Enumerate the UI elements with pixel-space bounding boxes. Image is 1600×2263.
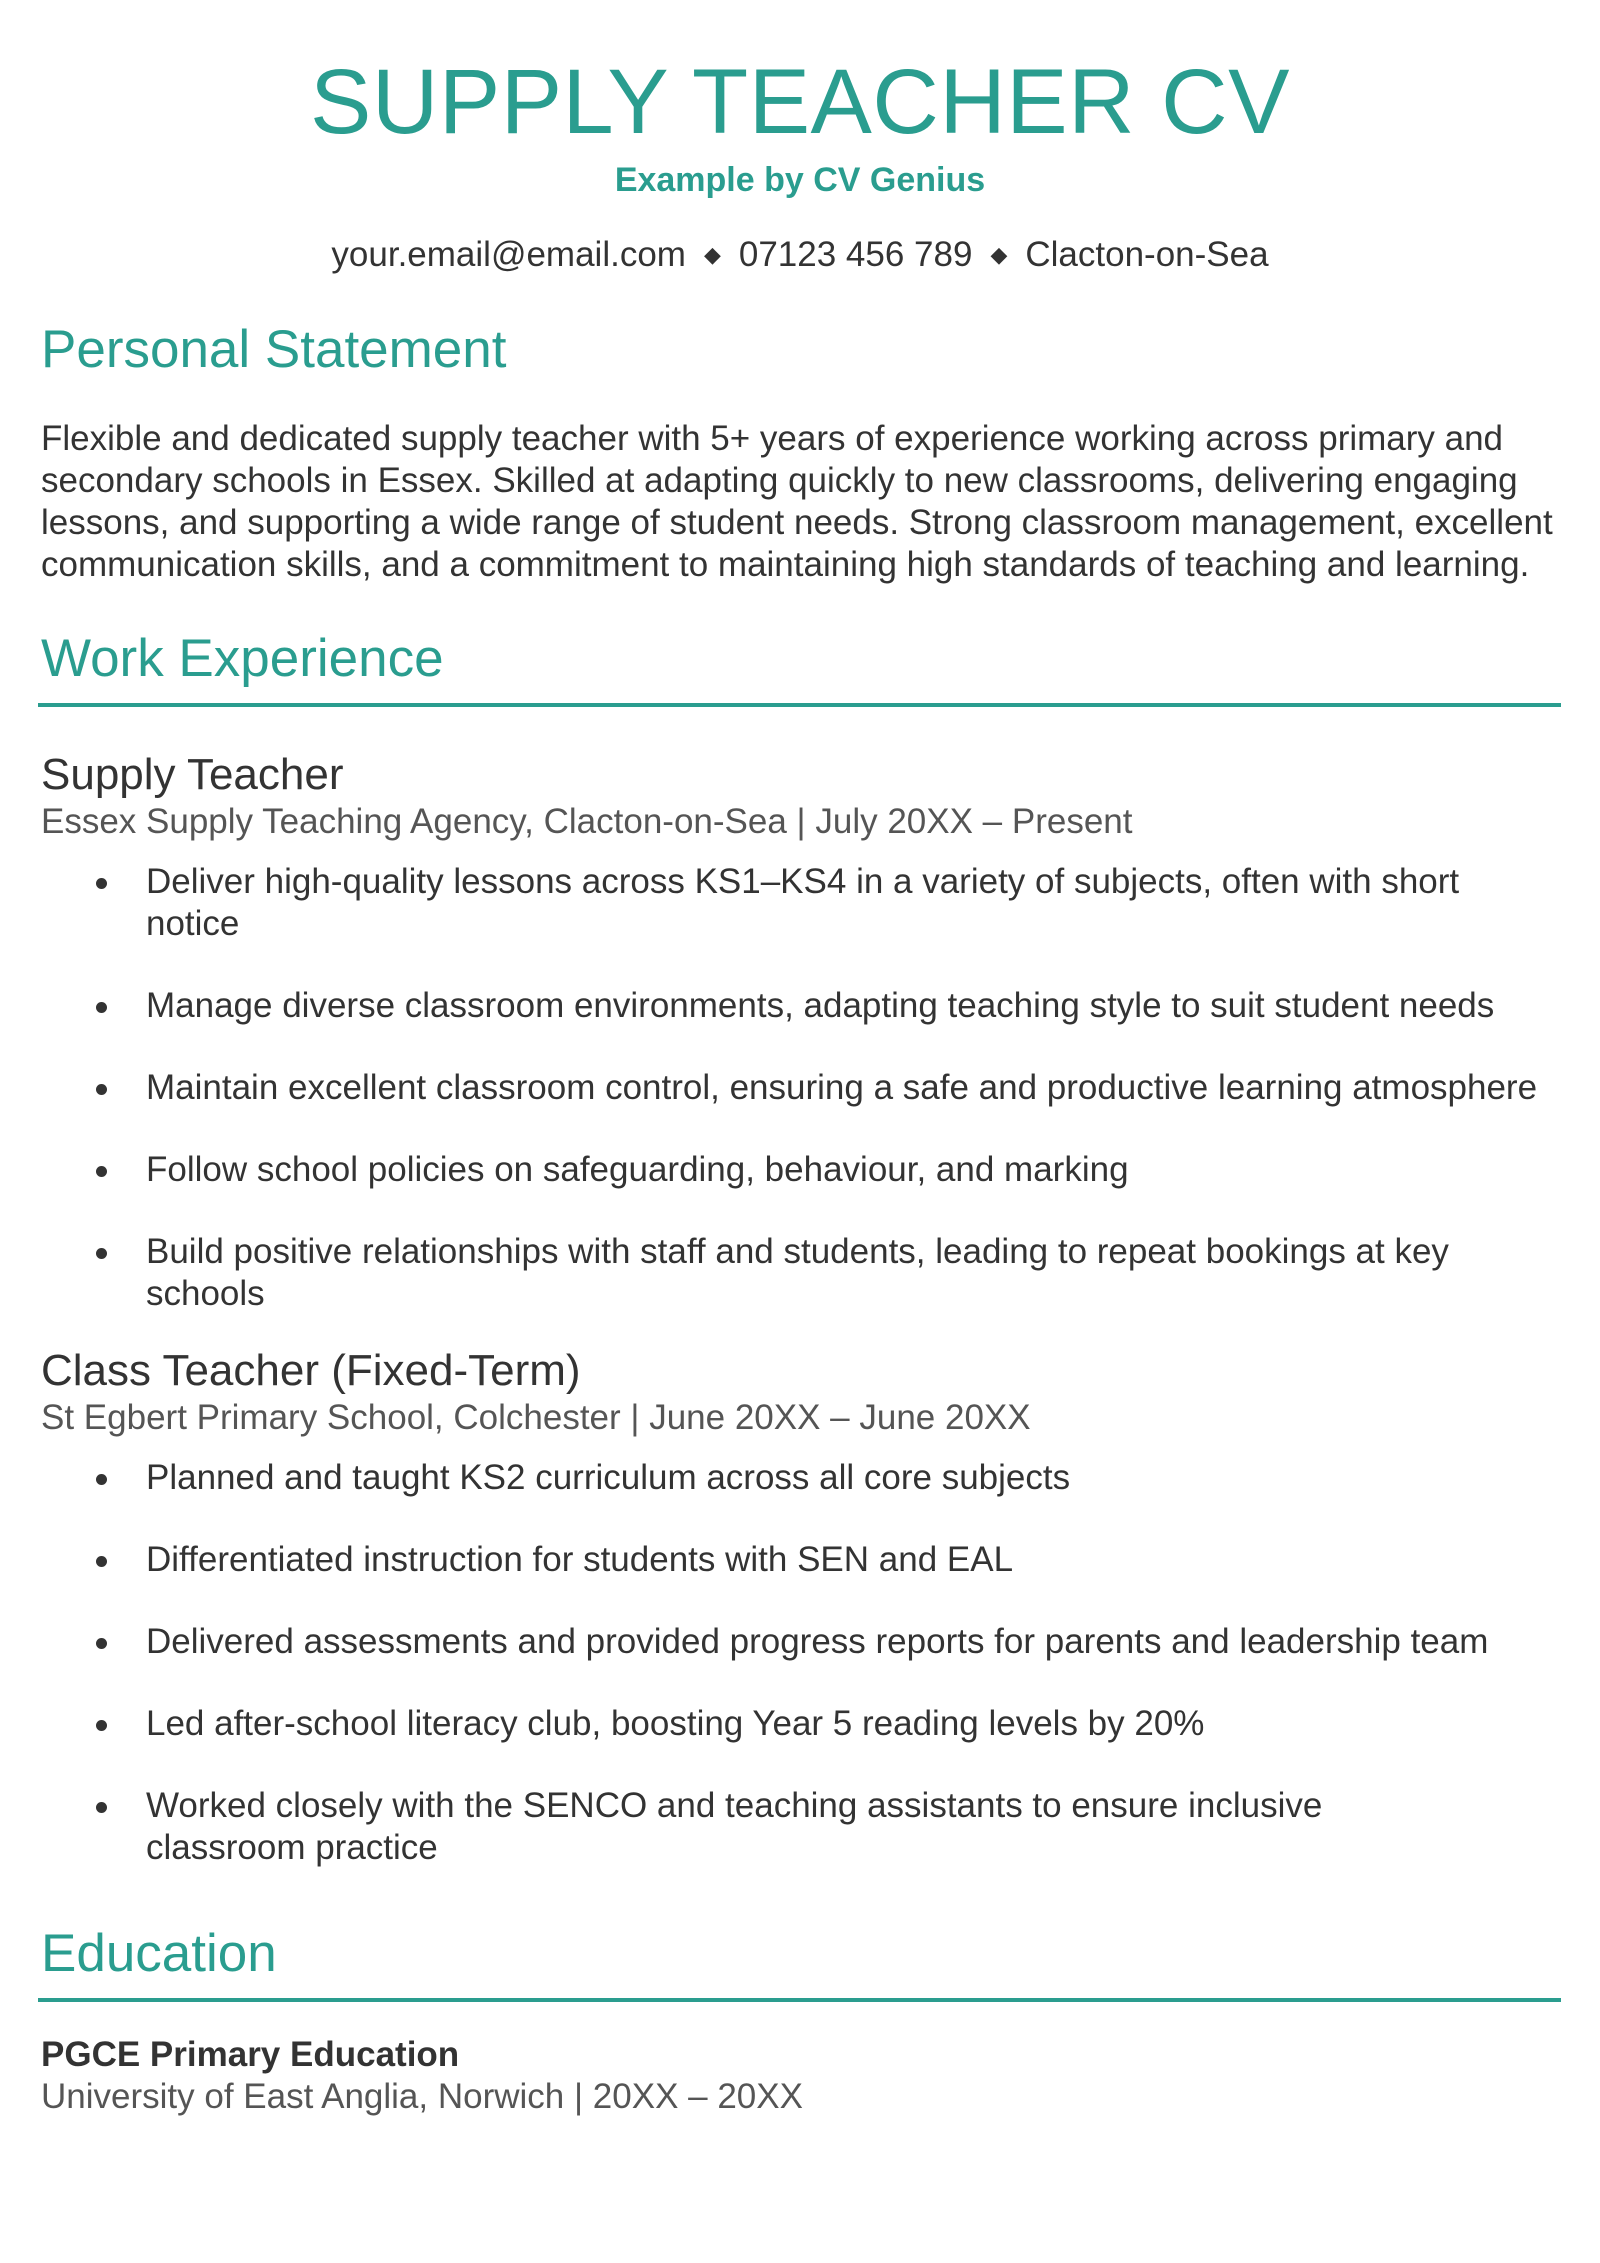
contact-email: your.email@email.com	[331, 235, 686, 274]
bullet-dot-icon	[96, 1556, 107, 1567]
cv-title: SUPPLY TEACHER CV	[310, 51, 1290, 153]
job-bullet: Build positive relationships with staff and students, leading to repeat bookings at key schools	[41, 1231, 1561, 1315]
cv-header	[0, 52, 1600, 276]
contact-line	[0, 234, 1600, 276]
job-entry	[41, 749, 1561, 1315]
bullet-dot-icon	[96, 1248, 107, 1259]
job-bullet: Deliver high-quality lessons across KS1–KS4 in a variety of subjects, often with short notice	[41, 861, 1561, 945]
bullet-dot-icon	[96, 1802, 107, 1813]
bullet-dot-icon	[96, 1166, 107, 1177]
education-degree: PGCE Primary Education	[41, 2035, 460, 2074]
personal-statement-section	[41, 318, 1561, 586]
job-bullet: Follow school policies on safeguarding, behaviour, and marking	[41, 1149, 1561, 1191]
education-meta: University of East Anglia, Norwich | 20XX – 20XX	[41, 2077, 803, 2116]
job-bullet: Delivered assessments and provided progress reports for parents and leadership team	[41, 1621, 1561, 1663]
job-meta: St Egbert Primary School, Colchester | June 20XX – June 20XX	[41, 1398, 1031, 1437]
job-bullet: Differentiated instruction for students with SEN and EAL	[41, 1539, 1561, 1581]
bullet-dot-icon	[96, 878, 107, 889]
personal-statement-text: Flexible and dedicated supply teacher with 5+ years of experience working across primary and secondary schools in Essex. Skilled at adapting quickly to new classrooms, delivering engaging lessons, and supporting a wide range of student needs. Strong classroom management, excellent communication skills, and a commitment to maintaining high standards of teaching and learning.	[41, 419, 1553, 584]
bullet-dot-icon	[96, 1474, 107, 1485]
job-bullet: Worked closely with the SENCO and teaching assistants to ensure inclusive classroom practice	[41, 1785, 1561, 1869]
bullet-dot-icon	[96, 1084, 107, 1095]
job-bullets	[41, 1457, 1561, 1869]
diamond-separator-icon: ◆	[703, 242, 721, 267]
bullet-dot-icon	[96, 1002, 107, 1013]
job-title: Supply Teacher	[41, 750, 344, 799]
contact-location: Clacton-on-Sea	[1025, 235, 1269, 274]
section-heading-personal-statement: Personal Statement	[41, 320, 507, 379]
work-experience-section	[41, 627, 1561, 1869]
job-entry	[41, 1345, 1561, 1869]
job-bullets	[41, 861, 1561, 1315]
job-title: Class Teacher (Fixed-Term)	[41, 1346, 581, 1395]
job-meta: Essex Supply Teaching Agency, Clacton-on-Sea | July 20XX – Present	[41, 802, 1133, 841]
cv-subtitle: Example by CV Genius	[614, 161, 986, 199]
diamond-separator-icon: ◆	[990, 242, 1008, 267]
section-heading-education: Education	[41, 1924, 277, 1983]
bullet-dot-icon	[96, 1720, 107, 1731]
section-heading-work-experience: Work Experience	[41, 629, 444, 688]
education-section	[41, 1922, 1561, 2118]
job-bullet: Maintain excellent classroom control, ensuring a safe and productive learning atmosphere	[41, 1067, 1561, 1109]
job-bullet: Manage diverse classroom environments, adapting teaching style to suit student needs	[41, 985, 1561, 1027]
section-divider	[38, 1998, 1561, 2002]
bullet-dot-icon	[96, 1638, 107, 1649]
section-divider	[38, 703, 1561, 707]
job-bullet: Led after-school literacy club, boosting Year 5 reading levels by 20%	[41, 1703, 1561, 1745]
job-bullet: Planned and taught KS2 curriculum across all core subjects	[41, 1457, 1561, 1499]
contact-phone: 07123 456 789	[738, 235, 973, 274]
